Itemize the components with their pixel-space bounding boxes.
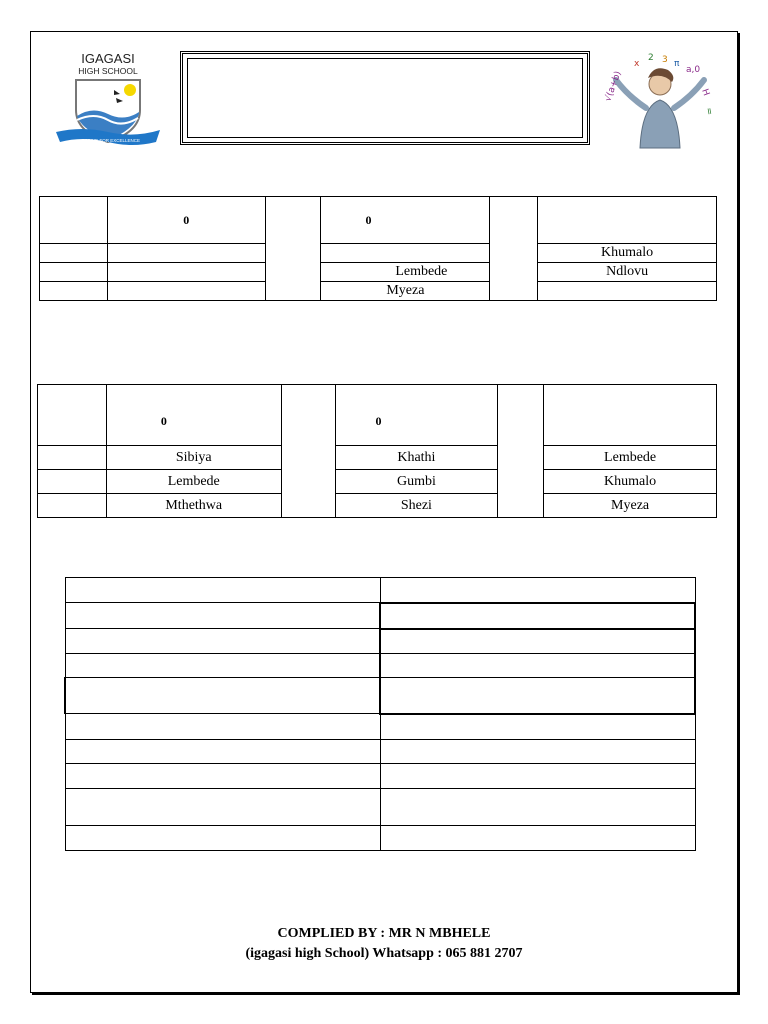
table-cell [65,764,380,789]
table-cell [281,385,335,518]
svg-text:H: H [699,87,711,98]
table-cell [380,678,695,714]
table-row [65,654,695,678]
table-cell [107,244,265,263]
table-cell: Khathi [335,446,498,470]
table-cell [65,740,380,764]
table-row [38,470,717,494]
table-cell [380,789,695,826]
table-cell: Myeza [321,282,490,301]
table-cell [380,603,695,629]
table-cell [107,282,265,301]
table-cell [380,740,695,764]
table-cell [65,629,380,654]
table-cell [40,244,108,263]
table-cell: 0 [107,197,265,244]
table-cell [321,244,490,263]
table-cell: Sibiya [106,446,281,470]
table-cell: Lembede [106,470,281,494]
table-cell [65,578,380,603]
svg-text:a,0: a,0 [686,65,701,75]
table-cell [65,603,380,629]
table-cell [490,197,538,301]
table-cell: Lembede [321,263,490,282]
table-cell: Ndlovu [538,263,717,282]
table-cell [544,385,717,446]
table-cell [380,629,695,654]
footer-compiled-by: COMPLIED BY : MR N MBHELE [277,926,491,941]
school-logo [52,50,164,152]
table-cell [40,197,108,244]
table-row [40,282,717,301]
table-cell [40,282,108,301]
svg-text:√(a+b): √(a+b) [603,69,624,104]
table-row [65,603,695,629]
table-cell [538,197,717,244]
table-cell [40,263,108,282]
table-row [38,446,717,470]
title-box [180,51,590,145]
table-row [65,764,695,789]
table-cell: Khumalo [538,244,717,263]
table-row [40,244,717,263]
table-cell [65,826,380,851]
table-row [65,678,695,714]
table-row [65,578,695,603]
table-row [65,826,695,851]
table-1 [39,196,717,301]
svg-text:=: = [703,106,715,116]
svg-text:π: π [674,59,680,69]
table-cell: 0 [335,385,498,446]
table-cell: Myeza [544,494,717,518]
table-cell [538,282,717,301]
table-row [65,714,695,740]
table-cell [38,470,107,494]
table-cell: 0 [321,197,490,244]
table-cell [38,385,107,446]
table-cell [38,446,107,470]
table-cell [107,263,265,282]
table-row [65,789,695,826]
table-cell [380,764,695,789]
svg-text:3: 3 [662,55,668,65]
table-cell [265,197,321,301]
table-cell [38,494,107,518]
svg-text:x: x [634,59,640,69]
table-cell: Shezi [335,494,498,518]
logo-subtitle: HIGH SCHOOL [78,66,138,76]
table-2 [37,384,717,518]
svg-text:2: 2 [648,53,654,63]
footer-contact: (igagasi high School) Whatsapp : 065 881 2707 [245,946,523,961]
table-3 [64,577,696,851]
table-cell: 0 [106,385,281,446]
table-cell: Lembede [544,446,717,470]
table-cell: Mthethwa [106,494,281,518]
table-cell: Gumbi [335,470,498,494]
table-cell [380,714,695,740]
logo-name: IGAGASI [81,51,135,66]
table-cell [65,678,380,714]
logo-motto: STRIVE FOR EXCELLENCE [82,138,141,143]
table-row [40,263,717,282]
table-cell [65,714,380,740]
table-cell: Khumalo [544,470,717,494]
table-cell [380,578,695,603]
math-person-picture [602,50,718,152]
table-cell [65,654,380,678]
table-cell [380,826,695,851]
table-cell [498,385,544,518]
table-row [65,740,695,764]
table-cell [380,654,695,678]
table-cell [65,789,380,826]
table-row [38,494,717,518]
table-row [65,629,695,654]
